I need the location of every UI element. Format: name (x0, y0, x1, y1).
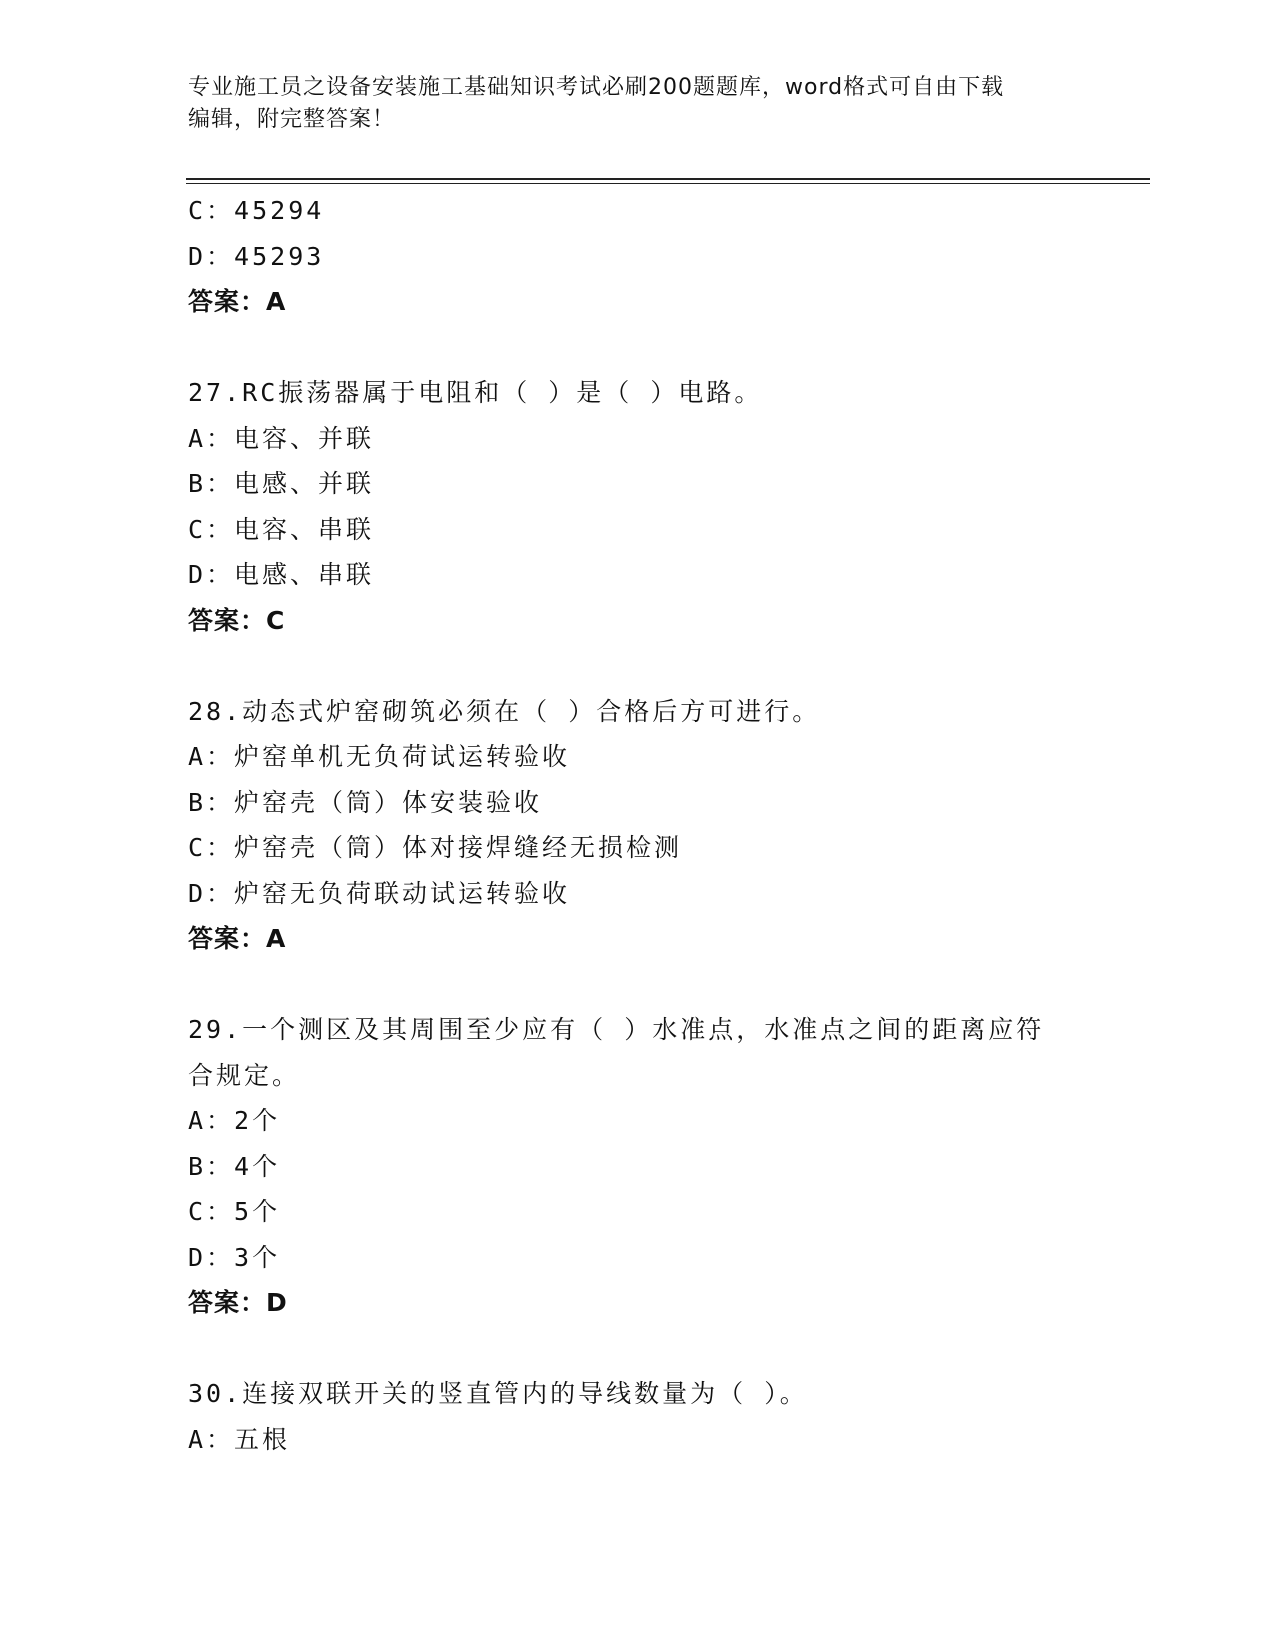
answer: 答案：D (188, 1288, 288, 1317)
option-d: D：炉窑无负荷联动试运转验收 (188, 878, 571, 908)
question-stem: 27.RC振荡器属于电阻和（ ）是（ ）电路。 (188, 378, 763, 407)
option-b: B：炉窑壳（筒）体安装验收 (188, 787, 543, 817)
option-b: B：4个 (188, 1151, 281, 1181)
spacer (188, 325, 1088, 371)
answer: 答案：C (188, 605, 286, 635)
option-b: B：电感、并联 (188, 469, 375, 498)
question-list (188, 188, 1088, 1462)
spacer (188, 643, 1088, 689)
question-stem: 30.连接双联开关的竖直管内的导线数量为（ ）。 (188, 1379, 808, 1408)
option-c: C：炉窑壳（筒）体对接焊缝经无损检测 (188, 833, 683, 862)
option-c: C：45294 (188, 196, 325, 225)
option-d: D：45293 (188, 241, 325, 271)
header-line-1: 专业施工员之设备安装施工基础知识考试必刷200题题库，word格式可自由下载 (188, 75, 1005, 100)
header-line-2: 编辑，附完整答案！ (188, 107, 396, 132)
option-c: C：5个 (188, 1197, 281, 1226)
option-a: A：电容、并联 (188, 423, 375, 453)
answer: 答案：A (188, 287, 287, 316)
spacer (188, 1326, 1088, 1372)
option-a: A：五根 (188, 1424, 291, 1454)
header-rule-thick (186, 178, 1150, 180)
header-rule-thin (186, 183, 1150, 184)
option-d: D：电感、串联 (188, 560, 375, 589)
document-header (188, 72, 1068, 136)
answer: 答案：A (188, 924, 287, 953)
question-stem-line-2: 合规定。 (188, 1060, 301, 1090)
option-a: A：2个 (188, 1106, 281, 1135)
option-a: A：炉窑单机无负荷试运转验收 (188, 742, 571, 771)
spacer (188, 962, 1088, 1008)
option-c: C：电容、串联 (188, 514, 375, 544)
question-stem: 28.动态式炉窑砌筑必须在（ ）合格后方可进行。 (188, 696, 821, 726)
question-stem-line-1: 29.一个测区及其周围至少应有（ ）水准点，水准点之间的距离应符 (188, 1015, 1045, 1044)
option-d: D：3个 (188, 1242, 281, 1272)
